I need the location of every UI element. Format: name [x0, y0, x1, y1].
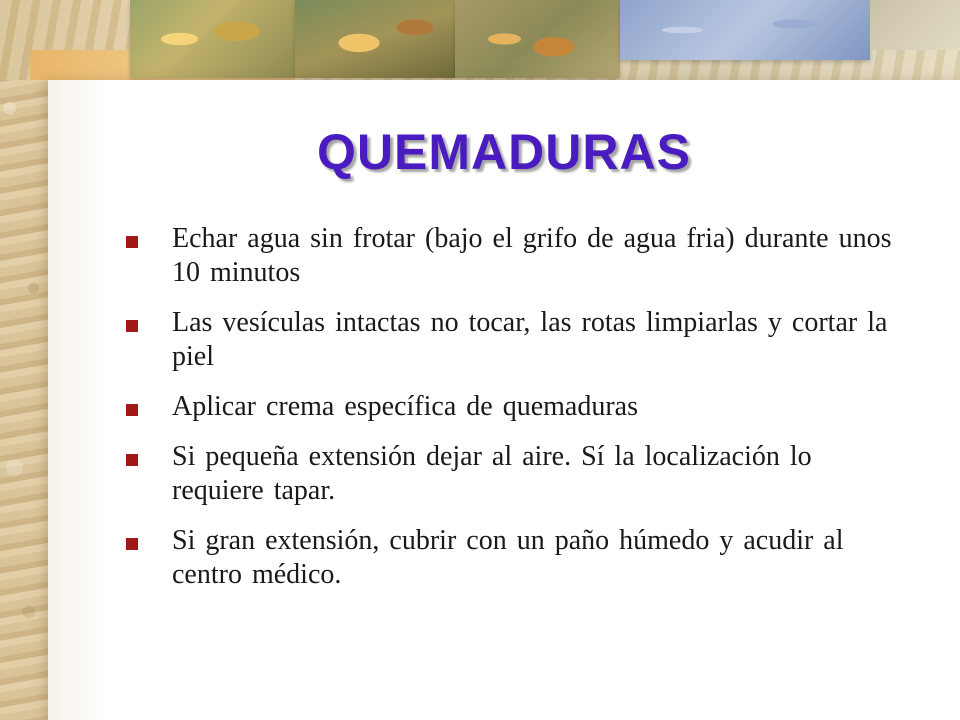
bullet-text: Si pequeña extensión dejar al aire. Sí la localización lo requiere tapar. — [172, 441, 812, 506]
bullet-text: Las vesículas intactas no tocar, las rotas limpiarlas y cortar la piel — [172, 307, 888, 372]
bullet-text: Echar agua sin frotar (bajo el grifo de agua fria) durante unos 10 minutos — [172, 223, 892, 288]
bullet-item — [118, 306, 908, 374]
bullet-text: Aplicar crema específica de quemaduras — [172, 391, 638, 422]
square-bullet-icon — [126, 320, 138, 332]
bullet-item — [118, 524, 908, 592]
square-bullet-icon — [126, 236, 138, 248]
square-bullet-icon — [126, 454, 138, 466]
header-banner — [0, 0, 960, 80]
bullet-item — [118, 222, 908, 290]
background-texture-strip — [0, 0, 48, 720]
banner-image-leaves-3 — [455, 0, 620, 78]
bullet-item — [118, 440, 908, 508]
bullet-item — [118, 390, 908, 424]
square-bullet-icon — [126, 404, 138, 416]
slide-title: QUEMADURAS — [317, 124, 691, 180]
banner-image-blue — [620, 0, 870, 60]
bullet-text: Si gran extensión, cubrir con un paño húmedo y acudir al centro médico. — [172, 525, 844, 590]
banner-image-right — [870, 0, 960, 50]
square-bullet-icon — [126, 538, 138, 550]
banner-image-leaves-2 — [295, 0, 455, 78]
banner-image-leaves-1 — [130, 0, 295, 78]
bullet-list — [118, 222, 908, 608]
